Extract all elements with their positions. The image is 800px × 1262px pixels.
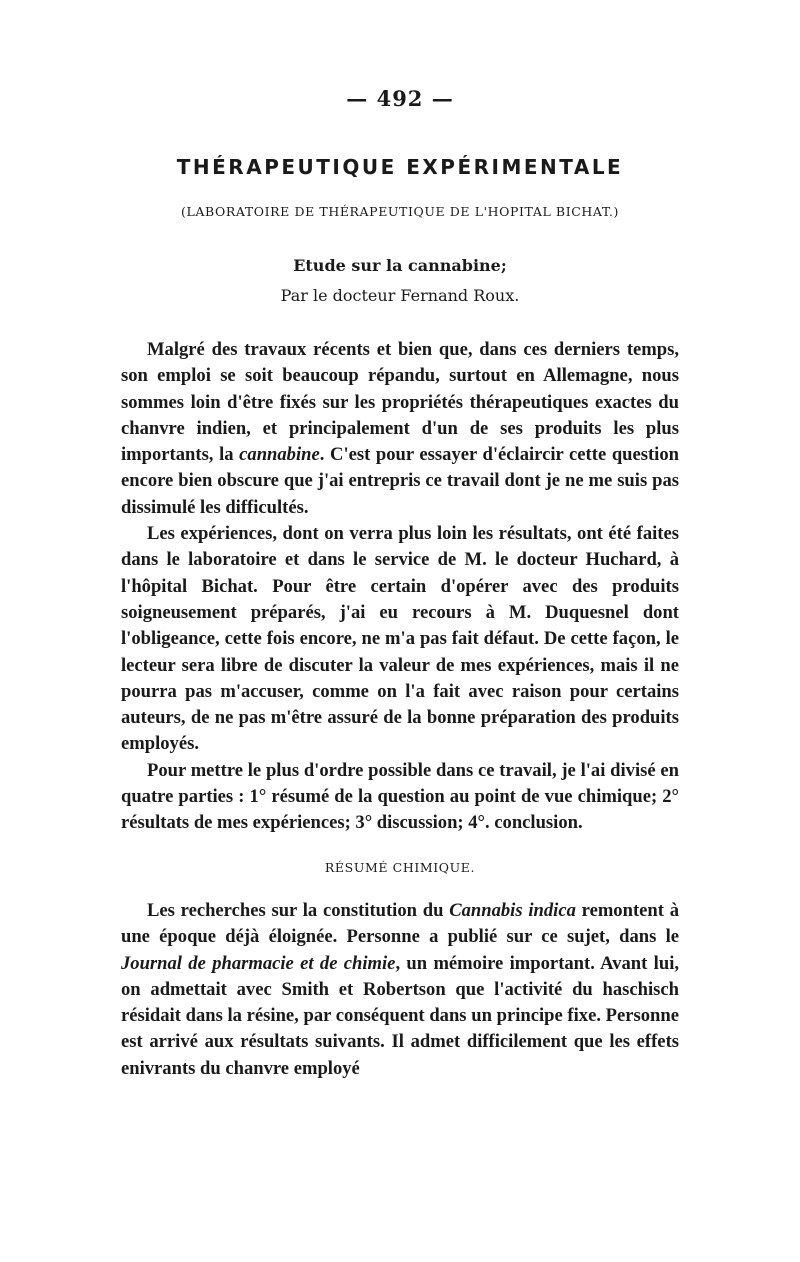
page-number: — 492 — (346, 86, 454, 111)
paragraph-1-text-b: . C'est pour essayer d'éclaircir cette question encore bien obscure que j'ai entrepris ce travail dont je ne me suis pas dissimulé les difficultés. (121, 444, 679, 518)
laboratory-subtitle: (LABORATOIRE DE THÉRAPEUTIQUE DE L'HOPITAL BICHAT.) (181, 204, 619, 219)
body-text-block-1 (121, 337, 679, 837)
study-title: Etude sur la cannabine; (293, 256, 507, 275)
paragraph-4 (121, 898, 679, 1082)
paragraph-2: Les expériences, dont on verra plus loin les résultats, ont été faites dans le laboratoire et dans le service de M. le docteur Huchard, à l'hôpital Bichat. Pour être certain d'opérer avec des produits soigneusement préparés, j'ai eu recours à M. Duquesnel dont l'obligeance, cette fois encore, ne m'a pas fait défaut. De cette façon, le lecteur sera libre de discuter la valeur de mes expériences, mais il ne pourra pas m'accuser, comme on l'a fait avec raison pour certains auteurs, de ne pas m'être assuré de la bonne préparation des produits employés. (121, 523, 679, 755)
paragraph-4-text-b: remontent à une époque déjà éloignée. Personne a publié sur ce sujet, dans le (121, 900, 679, 948)
paragraph-1-text-a: Malgré des travaux récents et bien que, dans ces derniers temps, son emploi se soit beaucoup répandu, surtout en Allemagne, nous sommes loin d'être fixés sur les propriétés thérapeutiques exactes du chanvre indien, et principalement d'un de ses produits les plus importants, la (121, 339, 679, 466)
paragraph-4-text-a: Les recherches sur la constitution du (147, 900, 450, 921)
subheading-chemical-summary: RÉSUMÉ CHIMIQUE. (324, 860, 476, 875)
paragraph-1 (121, 337, 679, 521)
paragraph-4-italic-species: Cannabis indica (449, 900, 576, 921)
paragraph-4-text-c: , un mémoire important. Avant lui, on admettait avec Smith et Robertson que l'activité du haschisch résidait dans la résine, par conséquent dans un principe fixe. Personne est arrivé aux résultats suivants. Il admet difficilement que les effets enivrants du chanvre employé (121, 952, 680, 1079)
paragraph-1-italic-term: cannabine (239, 444, 320, 466)
paragraph-3: Pour mettre le plus d'ordre possible dans ce travail, je l'ai divisé en quatre parties : 1° résumé de la question au point de vue chimique; 2° résultats de mes expériences; 3° discussion; 4°. conclusion. (121, 759, 679, 834)
body-text-block-2 (121, 898, 679, 1082)
section-title: THÉRAPEUTIQUE EXPÉRIMENTALE (176, 155, 624, 179)
paragraph-4-italic-journal: Journal de pharmacie et de chimie (121, 952, 396, 974)
author-byline: Par le docteur Fernand Roux. (280, 286, 520, 305)
